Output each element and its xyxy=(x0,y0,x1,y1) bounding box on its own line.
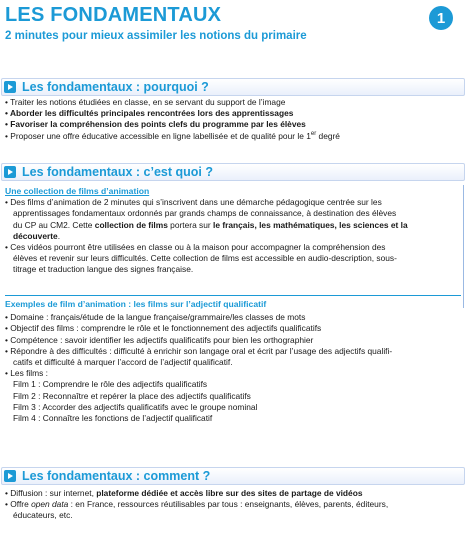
text: portera sur xyxy=(167,219,214,230)
section-title-how: Les fondamentaux : comment ? xyxy=(22,469,211,483)
film-item: Film 3 : Accorder des adjectifs qualificatifs avec le groupe nominal xyxy=(13,401,258,412)
text-bold: découverte xyxy=(13,230,58,241)
text: . xyxy=(57,230,61,241)
list-item: • Les films : xyxy=(5,368,48,379)
section-title-what: Les fondamentaux : c’est quoi ? xyxy=(22,165,213,179)
text: • Diffusion : sur internet, xyxy=(5,488,97,498)
side-rule xyxy=(463,185,464,308)
list-item xyxy=(5,220,457,231)
what-examples xyxy=(5,299,457,424)
list-item: • Répondre à des difficultés : difficulté à enrichir son langage oral et écrit par l’usage des adjectifs qualifi- xyxy=(5,345,393,356)
list-item: • Domaine : français/étude de la langue française/grammaire/les classes de mots xyxy=(5,312,306,323)
text: du CP au CM2. Cette xyxy=(13,219,95,230)
list-item xyxy=(5,499,457,510)
text: • Offre xyxy=(5,499,32,510)
text-italic: open data xyxy=(31,499,69,510)
number-badge: 1 xyxy=(429,6,453,30)
list-item: • Aborder les difficultés principales rencontrées lors des apprentissages xyxy=(5,108,294,119)
list-item: éducateurs, etc. xyxy=(13,510,73,521)
section-header-what xyxy=(4,163,213,181)
list-item xyxy=(5,131,457,142)
text-bold: le français, les mathématiques, les sciences et la xyxy=(213,219,408,230)
page-subtitle: 2 minutes pour mieux assimiler les notions du primaire xyxy=(5,30,307,42)
list-item: • Compétence : savoir identifier les adjectifs qualificatifs pour bien les orthographier xyxy=(5,334,314,345)
list-item: apprentissages fondamentaux ordonnés par grands champs de connaissance, à destination des élèves xyxy=(13,208,397,219)
list-item: titrage et traduction langue des signes française. xyxy=(13,264,194,275)
what-collection xyxy=(5,186,457,276)
film-item: Film 1 : Comprendre le rôle des adjectifs qualificatifs xyxy=(13,379,208,390)
list-item: • Objectif des films : comprendre le rôle et le fonctionnement des adjectifs qualificatifs xyxy=(5,323,322,334)
section-header-how xyxy=(4,467,210,485)
list-item: • Traiter les notions étudiées en classe, en se servant du support de l’image xyxy=(5,97,286,107)
list-item-text: degré xyxy=(316,130,340,141)
page-title: LES FONDAMENTAUX xyxy=(5,4,222,26)
list-item: • Des films d’animation de 2 minutes qui s’inscrivent dans une démarche pédagogique centrée sur les xyxy=(5,197,382,208)
examples-heading: Exemples de film d’animation : les films sur l’adjectif qualificatif xyxy=(5,299,267,309)
list-item: • Favoriser la compréhension des points clefs du programme par les élèves xyxy=(5,119,306,130)
play-icon xyxy=(4,470,16,482)
why-list xyxy=(5,97,457,142)
play-icon xyxy=(4,81,16,93)
film-item: Film 2 : Reconnaître et repérer la place des adjectifs qualificatifs xyxy=(13,390,251,401)
collection-heading: Une collection de films d’animation xyxy=(5,186,150,196)
divider xyxy=(5,295,461,296)
film-item: Film 4 : Connaître les fonctions de l’adjectif qualificatif xyxy=(13,413,213,424)
how-list xyxy=(5,488,457,522)
list-item xyxy=(5,488,457,499)
text-bold: plateforme dédiée et accès libre sur des sites de partage de vidéos xyxy=(96,488,363,498)
text-bold: collection de films xyxy=(94,219,168,230)
list-item: catifs et difficulté à marquer l’accord de l’adjectif qualificatif. xyxy=(13,357,233,368)
text: : en France, ressources réutilisables par tous : enseignants, élèves, parents, éditeurs, xyxy=(68,499,389,510)
list-item: élèves et revenir sur leurs difficultés. Cette collection de films est accessible en audio-description, sous- xyxy=(13,253,397,264)
superscript: er xyxy=(310,130,317,137)
list-item: • Ces vidéos pourront être utilisées en classe ou à la maison pour accompagner la compréhension des xyxy=(5,242,386,253)
list-item-text: • Proposer une offre éducative accessible en ligne labellisée et de qualité pour le 1 xyxy=(5,130,311,141)
list-item xyxy=(5,231,457,242)
section-header-why xyxy=(4,78,209,96)
section-title-why: Les fondamentaux : pourquoi ? xyxy=(22,80,209,94)
play-icon xyxy=(4,166,16,178)
